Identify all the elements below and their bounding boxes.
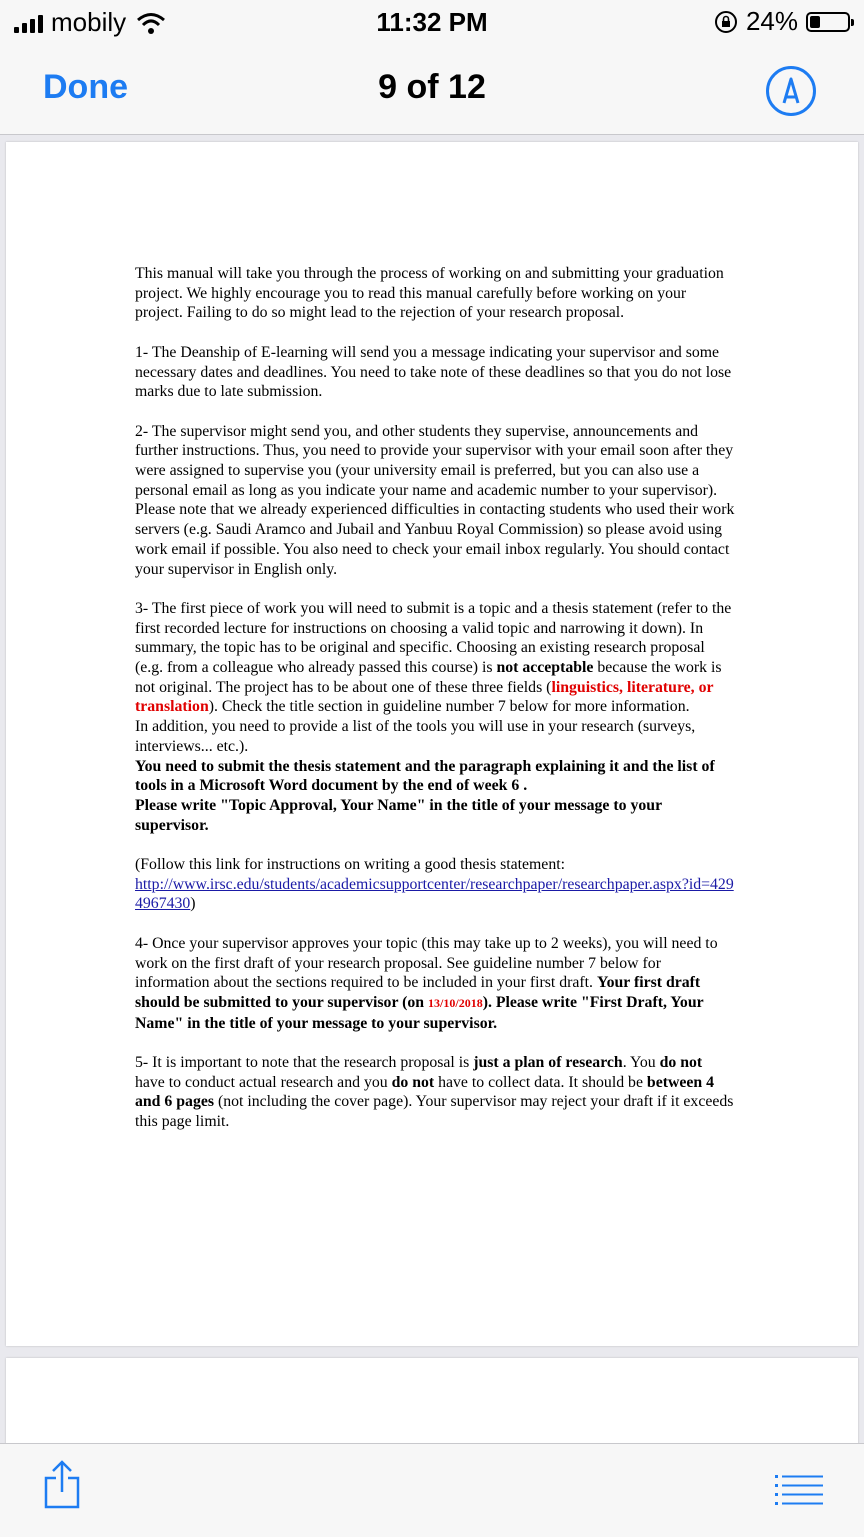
- guideline-5: 5- It is important to note that the research proposal is just a plan of research. You do not have to conduct actual research and you do not have to collect data. It should be between 4 and 6 pages (not including the cover page). Your supervisor may reject your draft if it exceeds this page limit.: [135, 1054, 734, 1131]
- signal-icon: [14, 13, 43, 33]
- orientation-lock-icon: [714, 10, 738, 34]
- document-text: [135, 264, 735, 1152]
- guideline-3: 3- The first piece of work you will need to submit is a topic and a thesis statement (refer to the first recorded lecture for instructions on choosing a valid topic and narrowing it down). In summary, the topic has to be original and specific. Choosing an existing research proposal (e.g. from a colleague who already passed this course) is not acceptable because the work is not original. The project has to be about one of these three fields (linguistics, literature, or translation). Check the title section in guideline number 7 below for more information.: [135, 599, 732, 716]
- table-of-contents-icon: [775, 1474, 823, 1506]
- status-time: 11:32 PM: [376, 7, 488, 37]
- guideline-3-title: Please write "Topic Approval, Your Name" in the title of your message to your supervisor.: [135, 796, 662, 834]
- thesis-link-paragraph: (Follow this link for instructions on writing a good thesis statement: http://www.irsc.edu/students/academicsupportcenter/researchpaper/researchpaper.aspx?id=4294967430): [135, 856, 734, 913]
- markup-icon: [769, 69, 813, 113]
- navigation-bar: [0, 44, 864, 135]
- carrier-name: mobily: [51, 7, 127, 37]
- markup-button[interactable]: [766, 66, 816, 116]
- guideline-3-submit: You need to submit the thesis statement and the paragraph explaining it and the list of tools in a Microsoft Word document by the end of week 6 .: [135, 757, 715, 795]
- document-page[interactable]: [6, 142, 858, 1346]
- battery-icon: [806, 12, 850, 32]
- intro-paragraph: This manual will take you through the process of working on and submitting your graduation project. We highly encourage you to read this manual carefully before working on your project. Failing to do so might lead to the rejection of your research proposal.: [135, 265, 724, 322]
- guideline-1: 1- The Deanship of E-learning will send you a message indicating your supervisor and some necessary dates and deadlines. You need to take note of these deadlines so that you do not lose marks due to late submission.: [135, 343, 732, 401]
- share-icon: [42, 1460, 82, 1510]
- guideline-4: 4- Once your supervisor approves your topic (this may take up to 2 weeks), you will need to work on the first draft of your research proposal. See guideline number 7 below for information about the sections required to be included in your first draft. Your first draft should be submitted to your supervisor (on 13/10/2018). Please write "First Draft, Your Name" in the title of your message to your supervisor.: [135, 934, 718, 1032]
- carrier-group: [14, 7, 166, 38]
- fields-highlight: linguistics, literature, or translation: [135, 678, 714, 716]
- battery-percent: 24%: [745, 6, 798, 36]
- thesis-statement-link[interactable]: http://www.irsc.edu/students/academicsupportcenter/researchpaper/researchpaper.aspx?id=4294967430: [135, 875, 734, 913]
- done-button[interactable]: Done: [43, 68, 128, 106]
- bottom-toolbar: [0, 1443, 864, 1537]
- not-acceptable-text: not acceptable: [496, 659, 594, 677]
- share-button[interactable]: [42, 1460, 82, 1510]
- draft-deadline-date: 13/10/2018: [428, 995, 483, 1010]
- page-indicator: 9 of 12: [378, 68, 486, 106]
- guideline-3-tools: In addition, you need to provide a list of the tools you will use in your research (surveys, interviews... etc.).: [135, 718, 696, 755]
- guideline-2: 2- The supervisor might send you, and other students they supervise, announcements and further instructions. Thus, you need to provide your supervisor with your email soon after they were assigned to supervise you (your university email is preferred, but you can also use a personal email as long as you indicate your name and academic number to your supervisor). Please note that we already experienced difficulties in contacting students who used their work servers (e.g. Saudi Aramco and Jubail and Yanbuu Royal Commission) so please avoid using work email if possible. You also need to check your email inbox regularly. You should contact your supervisor in English only.: [135, 422, 735, 578]
- table-of-contents-button[interactable]: [775, 1474, 823, 1506]
- wifi-icon: [136, 12, 166, 34]
- status-bar: [0, 0, 864, 44]
